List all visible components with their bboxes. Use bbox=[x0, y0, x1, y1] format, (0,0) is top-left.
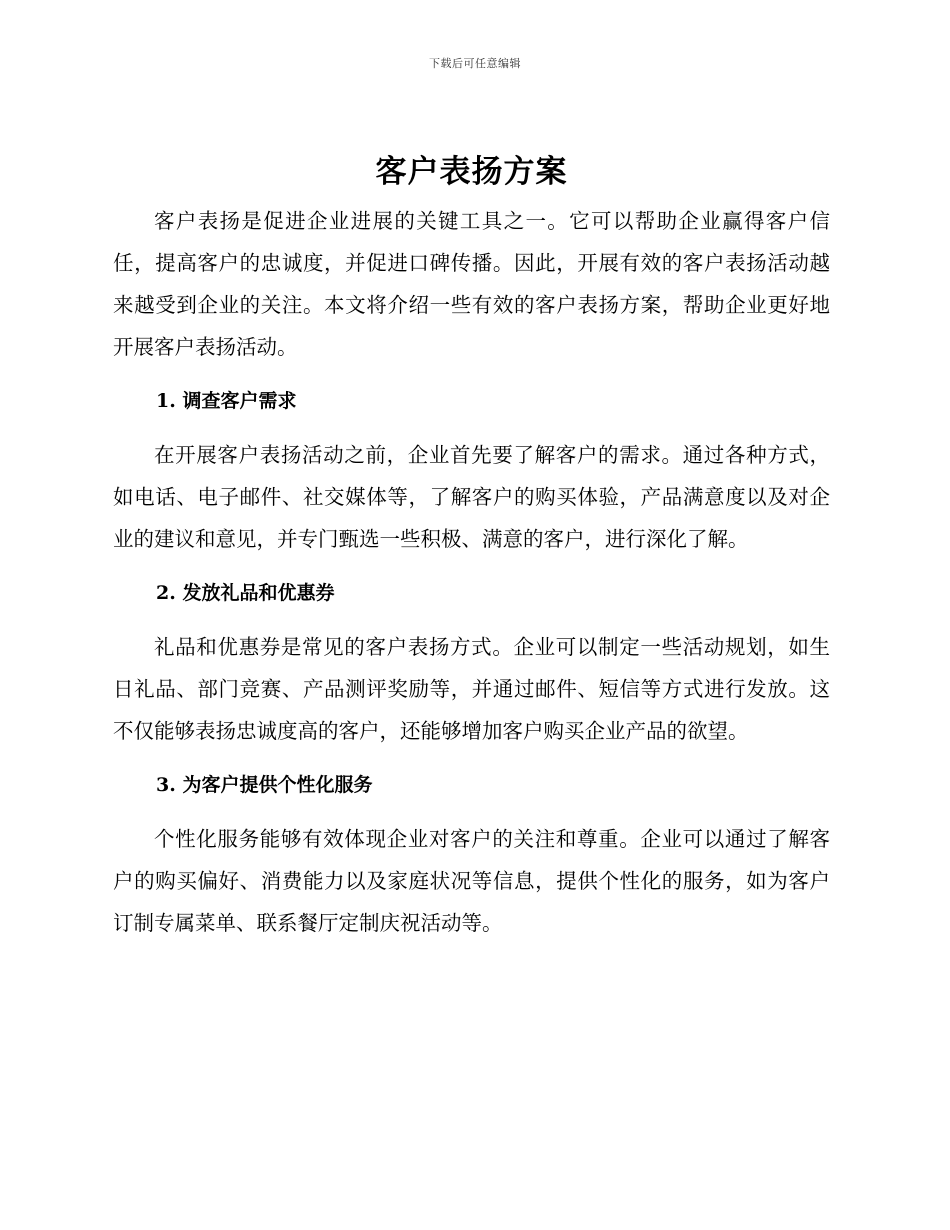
section-survey-needs bbox=[113, 380, 830, 560]
section-heading: 1. 调查客户需求 bbox=[156, 390, 297, 412]
section-paragraph: 个性化服务能够有效体现企业对客户的关注和尊重。企业可以通过了解客户的购买偏好、消费能力以及家庭状况等信息，提供个性化的服务，如为客户订制专属菜单、联系餐厅定制庆祝活动等。 bbox=[113, 827, 830, 935]
section-paragraph: 在开展客户表扬活动之前，企业首先要了解客户的需求。通过各种方式，如电话、电子邮件、社交媒体等，了解客户的购买体验，产品满意度以及对企业的建议和意见，并专门甄选一些积极、满意的客户，进行深化了解。 bbox=[113, 443, 830, 551]
intro-paragraph: 客户表扬是促进企业进展的关键工具之一。它可以帮助企业赢得客户信任，提高客户的忠诚度，并促进口碑传播。因此，开展有效的客户表扬活动越来越受到企业的关注。本文将介绍一些有效的客户表扬方案，帮助企业更好地开展客户表扬活动。 bbox=[113, 209, 830, 359]
document-title: 客户表扬方案 bbox=[375, 154, 568, 190]
section-gifts-coupons bbox=[113, 572, 830, 752]
section-heading: 2. 发放礼品和优惠券 bbox=[156, 582, 335, 604]
document-body bbox=[113, 150, 830, 944]
section-heading: 3. 为客户提供个性化服务 bbox=[156, 774, 373, 796]
section-personalized-service bbox=[113, 764, 830, 944]
header-note: 下载后可任意编辑 bbox=[429, 57, 521, 70]
section-paragraph: 礼品和优惠券是常见的客户表扬方式。企业可以制定一些活动规划，如生日礼品、部门竞赛、产品测评奖励等，并通过邮件、短信等方式进行发放。这不仅能够表扬忠诚度高的客户，还能够增加客户购买企业产品的欲望。 bbox=[113, 635, 830, 743]
